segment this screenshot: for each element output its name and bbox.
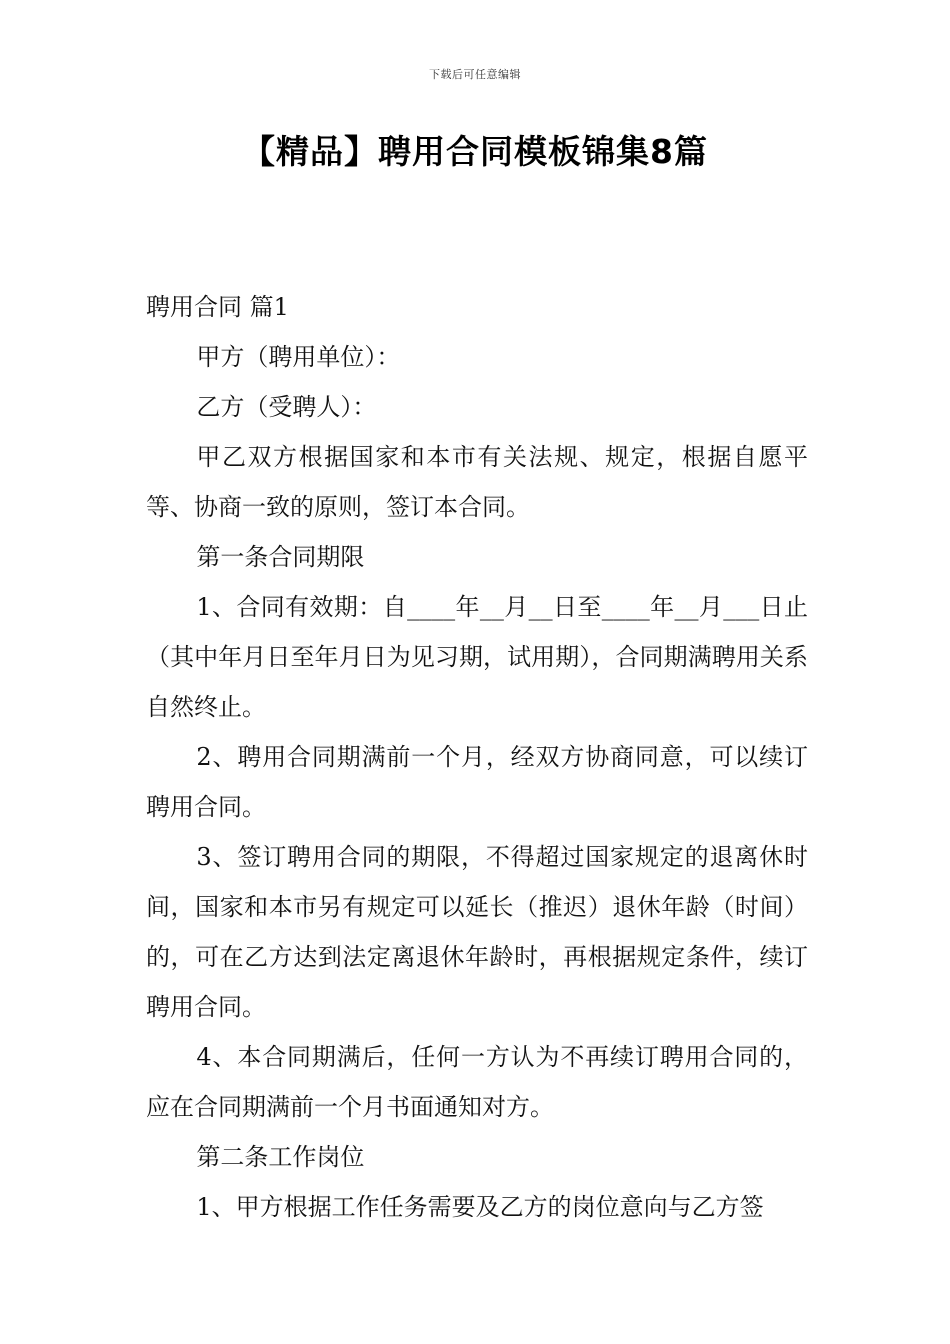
page-header-note: 下载后可任意编辑: [429, 68, 521, 81]
article-1-clause-1: 1、合同有效期：自____年__月__日至____年__月___日止（其中年月日至年月日为见习期，试用期），合同期满聘用关系自然终止。: [146, 593, 808, 721]
article-2-clause-1: 1、甲方根据工作任务需要及乙方的岗位意向与乙方签: [196, 1193, 764, 1221]
section-heading: 聘用合同 篇1: [146, 293, 289, 321]
document-body: [146, 282, 808, 1232]
article-2-heading: 第二条工作岗位: [196, 1143, 365, 1171]
document-title: 【精品】聘用合同模板锦集8篇: [242, 132, 708, 171]
party-b-line: 乙方（受聘人）：: [196, 393, 377, 421]
article-1-clause-3: 3、签订聘用合同的期限，不得超过国家规定的退离休时间，国家和本市另有规定可以延长（推迟）退休年龄（时间）的，可在乙方达到法定离退休年龄时，再根据规定条件，续订聘用合同。: [146, 843, 808, 1021]
article-1-clause-2: 2、聘用合同期满前一个月，经双方协商同意，可以续订聘用合同。: [146, 743, 808, 821]
preamble-paragraph: 甲乙双方根据国家和本市有关法规、规定，根据自愿平等、协商一致的原则，签订本合同。: [146, 443, 808, 521]
article-1-heading: 第一条合同期限: [196, 543, 365, 571]
party-a-line: 甲方（聘用单位）：: [196, 343, 401, 371]
article-1-clause-4: 4、本合同期满后，任何一方认为不再续订聘用合同的，应在合同期满前一个月书面通知对方。: [146, 1043, 808, 1121]
